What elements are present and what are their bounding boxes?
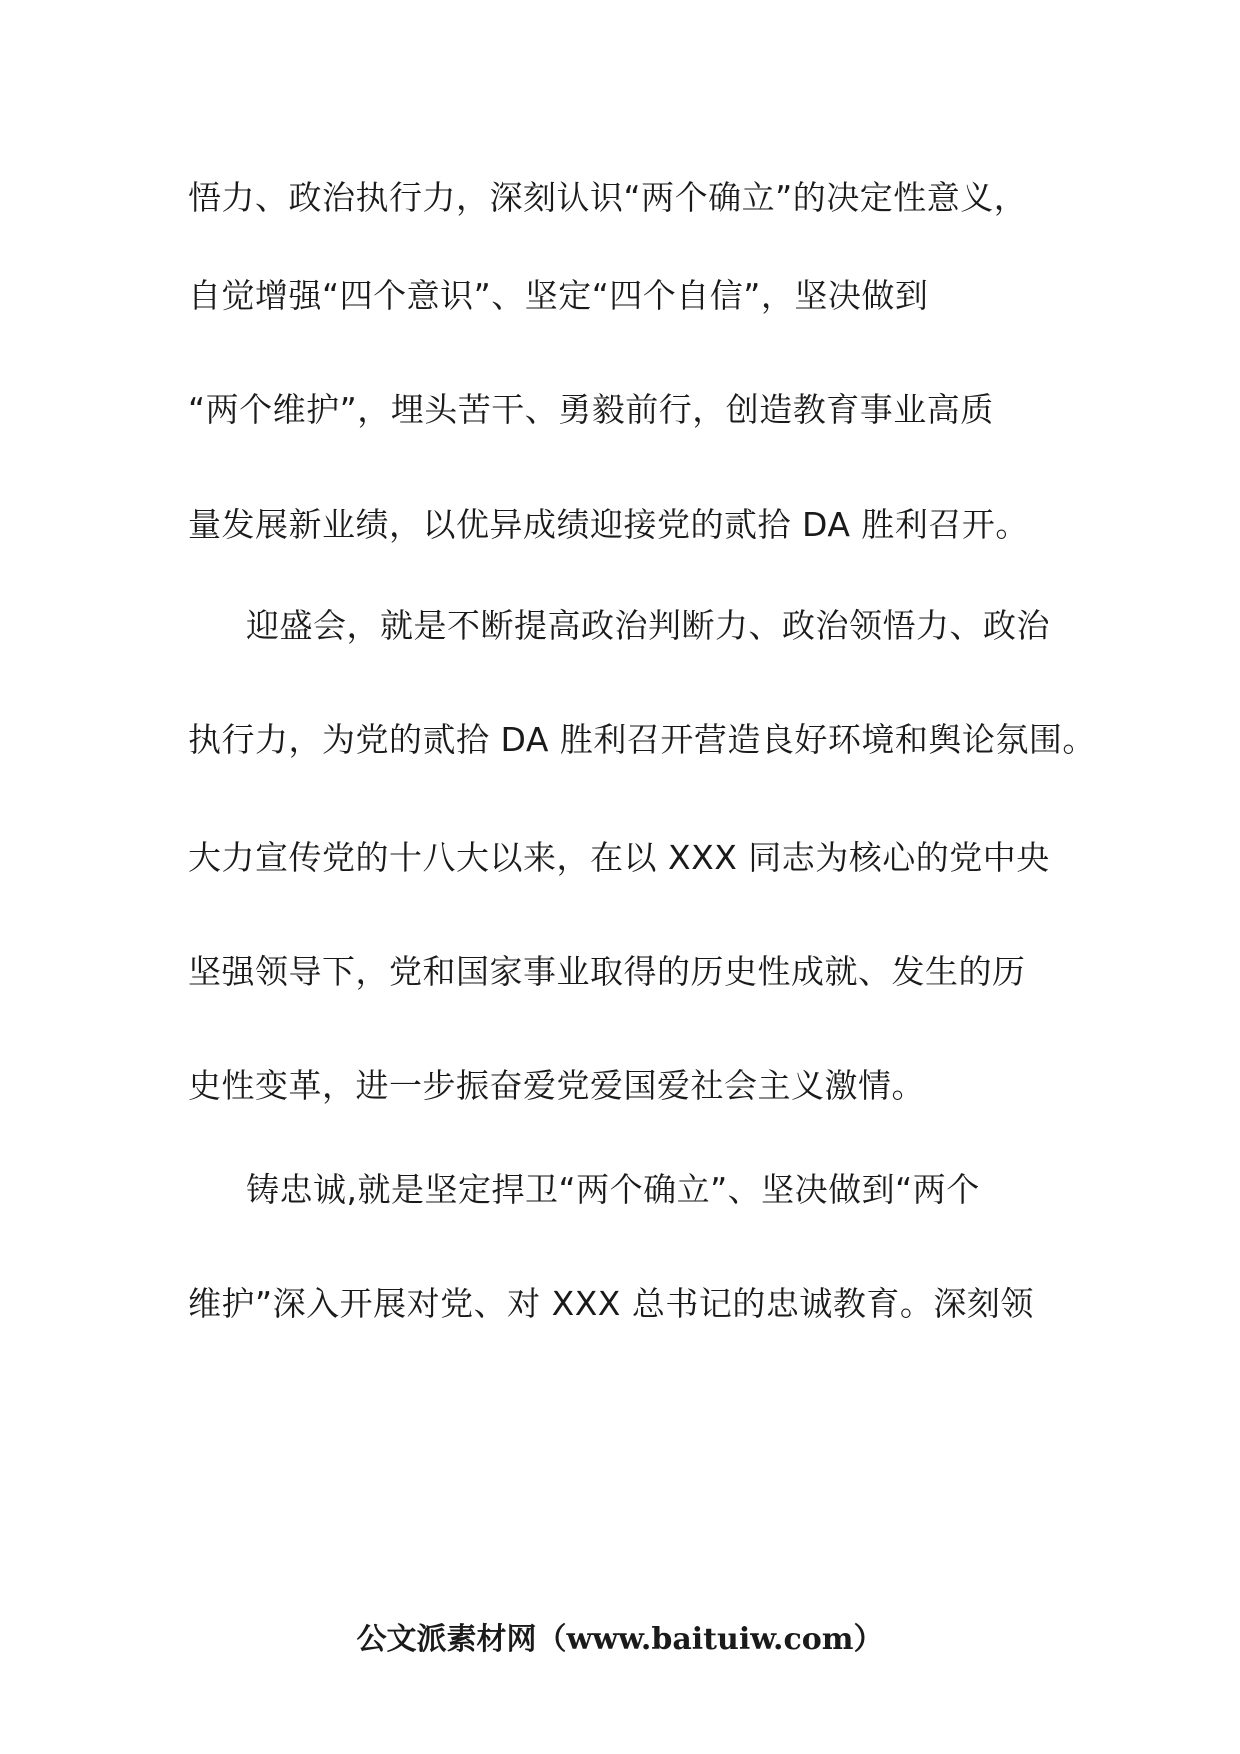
paragraph-first-line: 迎盛会，就是不断提高政治判断力、政治领悟力、政治 [246, 606, 1050, 645]
body-text-line: 史性变革，进一步振奋爱党爱国爱社会主义激情。 [188, 1066, 925, 1105]
body-text-line: “两个维护”，埋头苦干、勇毅前行，创造教育事业高质 [188, 390, 994, 429]
body-text-line: 坚强领导下，党和国家事业取得的历史性成就、发生的历 [188, 952, 1026, 991]
body-text-line: 维护”深入开展对党、对 XXX 总书记的忠诚教育。深刻领 [188, 1284, 1034, 1323]
paragraph-first-line: 铸忠诚,就是坚定捍卫“两个确立”、坚决做到“两个 [246, 1170, 980, 1209]
page-footer: 公文派素材网（www.baituiw.com） [356, 1622, 884, 1657]
body-text-line: 自觉增强“四个意识”、坚定“四个自信”，坚决做到 [188, 276, 929, 315]
body-text-line: 悟力、政治执行力，深刻认识“两个确立”的决定性意义， [188, 178, 1028, 217]
body-text-line: 大力宣传党的十八大以来，在以 XXX 同志为核心的党中央 [188, 838, 1050, 877]
body-text-line: 量发展新业绩，以优异成绩迎接党的贰拾 DA 胜利召开。 [188, 505, 1029, 544]
body-text-line: 执行力，为党的贰拾 DA 胜利召开营造良好环境和舆论氛围。 [188, 720, 1096, 759]
